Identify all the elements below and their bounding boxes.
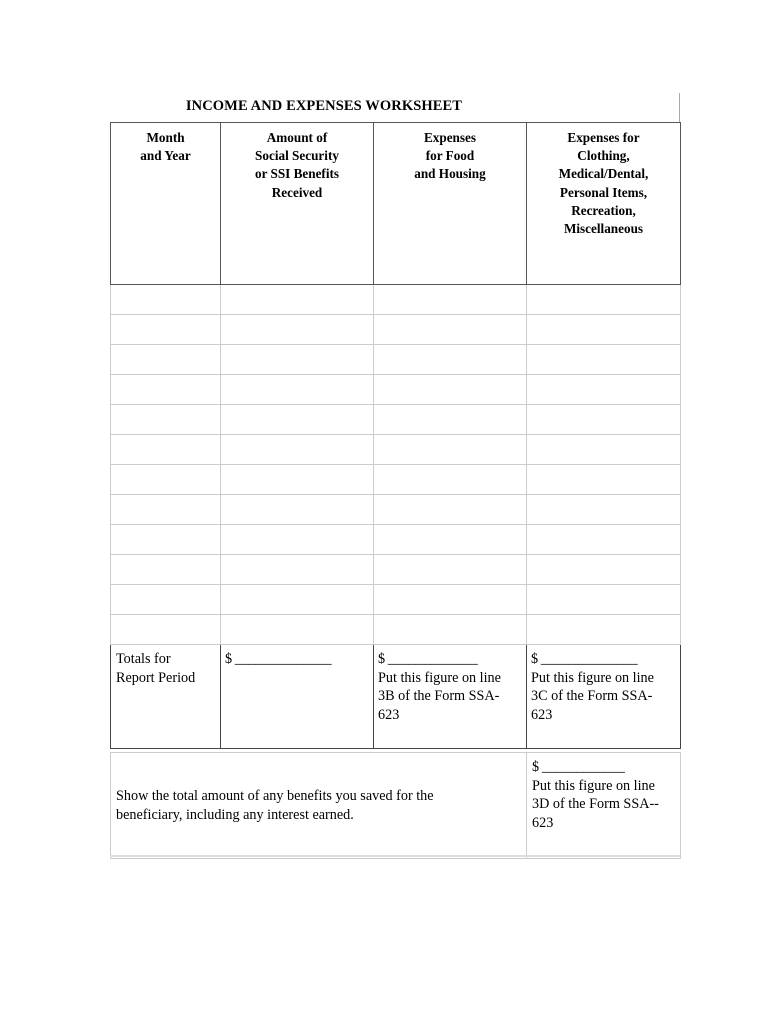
totals-cell-clothing-other[interactable] — [527, 645, 681, 749]
column-header-line: Medical/Dental, — [558, 166, 649, 182]
column-header-line: Social Security — [255, 148, 339, 164]
entry-cell[interactable] — [374, 495, 527, 525]
entry-cell[interactable] — [111, 495, 221, 525]
dollar-sign: $ — [225, 651, 232, 667]
savings-table — [110, 752, 681, 859]
column-header-line: or SSI Benefits — [254, 166, 340, 182]
column-header-line: Expenses for — [567, 130, 640, 145]
entry-cell[interactable] — [374, 615, 527, 645]
savings-instruction-cell — [111, 753, 527, 859]
instruction-line: 623 — [531, 706, 553, 723]
dollar-sign: $ — [532, 759, 539, 775]
savings-instruction-line: beneficiary, including any interest earned. — [116, 806, 354, 823]
entry-cell[interactable] — [111, 435, 221, 465]
page-bottom-rule — [110, 855, 680, 857]
totals-cell-food-housing[interactable] — [374, 645, 527, 749]
entry-cell[interactable] — [374, 375, 527, 405]
table-row — [111, 615, 681, 645]
entry-cell[interactable] — [221, 375, 374, 405]
entry-cell[interactable] — [374, 555, 527, 585]
column-header-line: and Year — [140, 148, 191, 164]
column-header-expenses-food-housing — [374, 123, 527, 285]
entry-cell[interactable] — [221, 285, 374, 315]
entry-cell[interactable] — [111, 315, 221, 345]
amount-blank-line[interactable] — [531, 650, 676, 669]
title-row — [110, 93, 680, 122]
entry-cell[interactable] — [527, 525, 681, 555]
column-header-expenses-clothing-other — [527, 123, 681, 285]
instruction-line: 3D of the Form SSA-- — [532, 796, 659, 813]
entry-cell[interactable] — [374, 525, 527, 555]
column-header-line: Expenses — [423, 130, 477, 145]
entry-cell[interactable] — [221, 555, 374, 585]
entry-cell[interactable] — [527, 345, 681, 375]
totals-row — [111, 645, 681, 749]
entry-cell[interactable] — [527, 405, 681, 435]
entry-cell[interactable] — [527, 435, 681, 465]
savings-amount-cell[interactable] — [527, 753, 681, 859]
table-row — [111, 435, 681, 465]
entry-cell[interactable] — [527, 585, 681, 615]
instruction-line: 3C of the Form SSA- — [531, 688, 653, 705]
column-header-line: Amount of — [266, 130, 328, 145]
amount-blank-line[interactable] — [532, 758, 676, 777]
entry-cell[interactable] — [221, 435, 374, 465]
table-row — [111, 555, 681, 585]
entry-cell[interactable] — [221, 615, 374, 645]
table-row — [111, 375, 681, 405]
instruction-line: Put this figure on line — [378, 669, 501, 686]
table-row — [111, 285, 681, 315]
instruction-line: Put this figure on line — [532, 777, 655, 794]
entry-cell[interactable] — [111, 405, 221, 435]
fill-in-blank[interactable]: ______________ — [234, 651, 332, 667]
entry-cell[interactable] — [374, 315, 527, 345]
totals-label-line: Totals for — [116, 651, 171, 667]
instruction-line: 623 — [378, 706, 400, 723]
entry-cell[interactable] — [221, 585, 374, 615]
amount-blank-line[interactable] — [378, 650, 522, 669]
instruction-line: 623 — [532, 814, 554, 831]
entry-cell[interactable] — [374, 285, 527, 315]
entry-cell[interactable] — [527, 555, 681, 585]
entry-cell[interactable] — [111, 375, 221, 405]
entry-cell[interactable] — [111, 555, 221, 585]
entry-cell[interactable] — [527, 615, 681, 645]
entry-cell[interactable] — [374, 435, 527, 465]
column-header-line: Recreation, — [571, 202, 636, 218]
column-header-line: Clothing, — [577, 148, 630, 164]
entry-cell[interactable] — [221, 345, 374, 375]
savings-row — [111, 753, 681, 859]
entry-cell[interactable] — [527, 315, 681, 345]
column-header-social-security-benefits — [221, 123, 374, 285]
entry-cell[interactable] — [374, 345, 527, 375]
fill-in-blank[interactable]: _____________ — [387, 651, 478, 667]
entry-cell[interactable] — [374, 465, 527, 495]
entry-cell[interactable] — [527, 495, 681, 525]
totals-cell-benefits[interactable] — [221, 645, 374, 749]
totals-row-label — [111, 645, 221, 749]
table-row — [111, 525, 681, 555]
amount-blank-line[interactable] — [225, 650, 369, 669]
dollar-sign: $ — [531, 651, 538, 667]
entry-cell[interactable] — [374, 405, 527, 435]
entry-cell[interactable] — [527, 465, 681, 495]
column-header-line: Miscellaneous — [563, 221, 644, 237]
column-header-line: Personal Items, — [559, 184, 648, 200]
table-row — [111, 345, 681, 375]
column-header-line: for Food — [425, 148, 475, 164]
entry-cell[interactable] — [221, 405, 374, 435]
page-title: INCOME AND EXPENSES WORKSHEET — [185, 98, 463, 114]
table-row — [111, 585, 681, 615]
entry-cell[interactable] — [221, 465, 374, 495]
entry-cell[interactable] — [527, 375, 681, 405]
savings-instruction-line: Show the total amount of any benefits you saved for the — [116, 787, 434, 804]
column-header-line: Month — [146, 130, 185, 145]
entry-cell[interactable] — [111, 345, 221, 375]
table-row — [111, 465, 681, 495]
entry-cell[interactable] — [111, 525, 221, 555]
entry-cell[interactable] — [221, 315, 374, 345]
entry-cell[interactable] — [111, 285, 221, 315]
entry-cell[interactable] — [221, 495, 374, 525]
table-row — [111, 315, 681, 345]
instruction-line: 3B of the Form SSA- — [378, 688, 500, 705]
column-header-line: Received — [271, 184, 323, 200]
entry-cell[interactable] — [221, 525, 374, 555]
column-header-month-and-year — [111, 123, 221, 285]
dollar-sign: $ — [378, 651, 385, 667]
entry-cell[interactable] — [527, 285, 681, 315]
table-header-row — [111, 123, 681, 285]
column-header-line: and Housing — [414, 166, 486, 182]
entry-cell[interactable] — [111, 615, 221, 645]
table-row — [111, 405, 681, 435]
totals-label-line: Report Period — [116, 669, 196, 686]
fill-in-blank[interactable]: ____________ — [541, 759, 625, 775]
entry-cell[interactable] — [111, 585, 221, 615]
entry-cell[interactable] — [374, 585, 527, 615]
fill-in-blank[interactable]: ______________ — [540, 651, 638, 667]
table-row — [111, 495, 681, 525]
income-expenses-table — [110, 122, 681, 749]
entry-cell[interactable] — [111, 465, 221, 495]
instruction-line: Put this figure on line — [531, 669, 654, 686]
